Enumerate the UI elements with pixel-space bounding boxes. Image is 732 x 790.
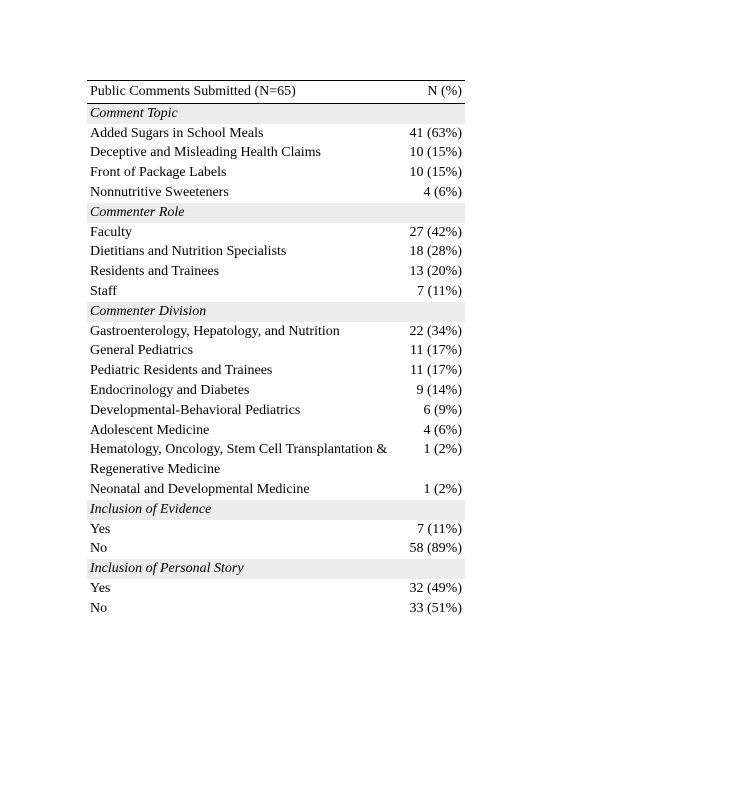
- section-header-row: [87, 500, 465, 520]
- header-label: Public Comments Submitted (N=65): [90, 84, 296, 99]
- row-label: Staff: [90, 283, 117, 299]
- section-title: Inclusion of Evidence: [87, 500, 465, 520]
- row-value: 10 (15%): [409, 145, 462, 161]
- row-label: Faculty: [90, 224, 132, 240]
- table-row: [87, 223, 465, 243]
- row-label: Gastroenterology, Hepatology, and Nutrition: [90, 323, 340, 339]
- row-label: Hematology, Oncology, Stem Cell Transplantation & Regenerative Medicine: [90, 442, 388, 478]
- table-row: [87, 440, 465, 480]
- row-value: 58 (89%): [409, 541, 462, 557]
- row-value: 7 (11%): [417, 521, 462, 537]
- table-body: [87, 103, 465, 618]
- table-row: [87, 480, 465, 500]
- row-value: 41 (63%): [409, 125, 462, 141]
- row-value: 6 (9%): [423, 402, 462, 418]
- table-row: [87, 322, 465, 342]
- row-value: 27 (42%): [409, 224, 462, 240]
- table-row: [87, 262, 465, 282]
- row-value: 11 (17%): [410, 363, 462, 379]
- row-label: Deceptive and Misleading Health Claims: [90, 145, 321, 161]
- row-value: 32 (49%): [409, 580, 462, 596]
- section-title: Commenter Division: [87, 302, 465, 322]
- table-row: [87, 183, 465, 203]
- row-value: 1 (2%): [423, 442, 462, 458]
- table-row: [87, 599, 465, 619]
- section-header-row: [87, 103, 465, 123]
- row-value: 1 (2%): [423, 481, 462, 497]
- row-label: Neonatal and Developmental Medicine: [90, 481, 310, 497]
- table-row: [87, 242, 465, 262]
- row-label: General Pediatrics: [90, 343, 194, 359]
- table-row: [87, 361, 465, 381]
- section-title: Commenter Role: [87, 203, 465, 223]
- table-row: [87, 143, 465, 163]
- section-header-row: [87, 559, 465, 579]
- row-value: 22 (34%): [409, 323, 462, 339]
- row-value: 11 (17%): [410, 343, 462, 359]
- row-label: Developmental-Behavioral Pediatrics: [90, 402, 301, 418]
- row-label: No: [90, 541, 108, 557]
- table-row: [87, 520, 465, 540]
- row-label: Added Sugars in School Meals: [90, 125, 264, 141]
- row-label: No: [90, 600, 108, 616]
- table-row: [87, 421, 465, 441]
- table-row: [87, 341, 465, 361]
- public-comments-table: [87, 80, 465, 619]
- table-row: [87, 381, 465, 401]
- row-label: Front of Package Labels: [90, 165, 227, 181]
- row-label: Yes: [90, 521, 111, 537]
- row-value: 4 (6%): [423, 422, 462, 438]
- row-label: Yes: [90, 580, 111, 596]
- section-header-row: [87, 302, 465, 322]
- row-value: 33 (51%): [409, 600, 462, 616]
- table-header-row: [87, 81, 465, 104]
- table-row: [87, 539, 465, 559]
- section-title: Inclusion of Personal Story: [87, 559, 465, 579]
- header-value: N (%): [427, 84, 462, 99]
- row-value: 13 (20%): [409, 264, 462, 280]
- table-header: [87, 81, 465, 104]
- table-row: [87, 124, 465, 144]
- comments-table-container: [87, 80, 465, 619]
- section-header-row: [87, 203, 465, 223]
- table-row: [87, 579, 465, 599]
- row-value: 9 (14%): [416, 382, 462, 398]
- table-row: [87, 401, 465, 421]
- row-value: 4 (6%): [423, 184, 462, 200]
- row-value: 7 (11%): [417, 283, 462, 299]
- row-value: 10 (15%): [409, 165, 462, 181]
- row-label: Nonnutritive Sweeteners: [90, 184, 229, 200]
- section-title: Comment Topic: [87, 103, 465, 123]
- table-row: [87, 282, 465, 302]
- row-label: Residents and Trainees: [90, 264, 220, 280]
- row-label: Pediatric Residents and Trainees: [90, 363, 273, 379]
- row-label: Endocrinology and Diabetes: [90, 382, 250, 398]
- table-row: [87, 163, 465, 183]
- row-value: 18 (28%): [409, 244, 462, 260]
- row-label: Dietitians and Nutrition Specialists: [90, 244, 287, 260]
- row-label: Adolescent Medicine: [90, 422, 210, 438]
